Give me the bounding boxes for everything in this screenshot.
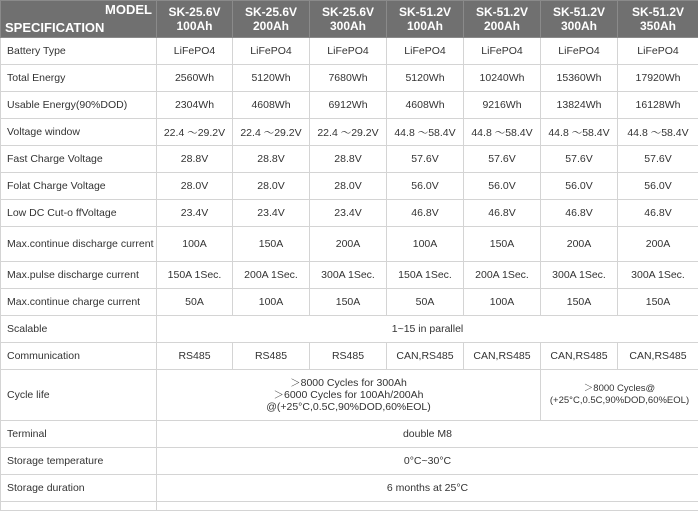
- header-row: [1, 1, 698, 38]
- table-cell: 150A: [618, 289, 698, 316]
- table-cell: 57.6V: [387, 146, 464, 173]
- table-cell: 2560Wh: [157, 65, 233, 92]
- model-capacity: 350Ah: [618, 19, 698, 33]
- row-label: Terminal: [1, 421, 157, 448]
- low-dc-cutoff-voltage-row: [1, 200, 698, 227]
- max-continue-charge-row: [1, 289, 698, 316]
- cycle-life-group-b: [541, 370, 698, 421]
- row-label: Voltage window: [1, 119, 157, 146]
- table-cell: 50A: [157, 289, 233, 316]
- table-cell: 200A: [618, 227, 698, 262]
- model-header-cell: [618, 1, 698, 38]
- fast-charge-voltage-row: [1, 146, 698, 173]
- table-cell: 46.8V: [464, 200, 541, 227]
- row-label: Storage duration: [1, 475, 157, 502]
- row-label: Folat Charge Voltage: [1, 173, 157, 200]
- table-cell: 100A: [233, 289, 310, 316]
- communication-row: [1, 343, 698, 370]
- table-cell: 16128Wh: [618, 92, 698, 119]
- voltage-window-row: [1, 119, 698, 146]
- table-cell: 56.0V: [464, 173, 541, 200]
- row-label: Communication: [1, 343, 157, 370]
- max-pulse-discharge-row: [1, 262, 698, 289]
- table-cell: 150A: [233, 227, 310, 262]
- table-cell: 28.8V: [157, 146, 233, 173]
- scalable-row: [1, 316, 698, 343]
- table-cell: LiFePO4: [157, 38, 233, 65]
- table-cell: RS485: [157, 343, 233, 370]
- row-label: Storage temperature: [1, 448, 157, 475]
- cycle-life-line: (+25°C,0.5C,90%DOD,60%EOL): [543, 395, 696, 407]
- table-cell-merged: double M8: [157, 421, 698, 448]
- truncated-row: [1, 502, 698, 511]
- table-cell: 44.8 ～58.4V: [541, 119, 618, 146]
- table-cell: 4608Wh: [233, 92, 310, 119]
- table-cell-merged: 6 months at 25°C: [157, 475, 698, 502]
- table-cell: 44.8 ～58.4V: [618, 119, 698, 146]
- table-cell: 28.0V: [157, 173, 233, 200]
- model-header-cell: [233, 1, 310, 38]
- cycle-life-line: @(+25°C,0.5C,90%DOD,60%EOL): [159, 401, 538, 413]
- model-capacity: 200Ah: [233, 19, 309, 33]
- model-name: SK-51.2V: [541, 5, 617, 19]
- table-cell: 9216Wh: [464, 92, 541, 119]
- table-cell: 23.4V: [157, 200, 233, 227]
- specification-header-label: SPECIFICATION: [5, 21, 104, 35]
- table-cell: 10240Wh: [464, 65, 541, 92]
- table-cell: CAN,RS485: [464, 343, 541, 370]
- table-cell: 46.8V: [541, 200, 618, 227]
- table-cell: 6912Wh: [310, 92, 387, 119]
- model-name: SK-25.6V: [157, 5, 232, 19]
- table-cell: 300A 1Sec.: [310, 262, 387, 289]
- empty-cell: [157, 502, 698, 511]
- table-cell: 4608Wh: [387, 92, 464, 119]
- table-cell: 57.6V: [464, 146, 541, 173]
- table-cell: 17920Wh: [618, 65, 698, 92]
- table-cell: 28.8V: [310, 146, 387, 173]
- model-name: SK-25.6V: [310, 5, 386, 19]
- model-header-cell: [541, 1, 618, 38]
- table-cell: 56.0V: [387, 173, 464, 200]
- table-cell: 150A: [310, 289, 387, 316]
- cycle-life-group-a: [157, 370, 541, 421]
- row-label: Scalable: [1, 316, 157, 343]
- table-cell: LiFePO4: [233, 38, 310, 65]
- header-corner-cell: [1, 1, 157, 38]
- table-cell: 28.0V: [233, 173, 310, 200]
- table-cell-merged: 1~15 in parallel: [157, 316, 698, 343]
- table-cell: 100A: [157, 227, 233, 262]
- usable-energy-row: [1, 92, 698, 119]
- table-cell: 100A: [387, 227, 464, 262]
- table-cell: 56.0V: [541, 173, 618, 200]
- cycle-life-line: ＞6000 Cycles for 100Ah/200Ah: [159, 389, 538, 401]
- table-cell: CAN,RS485: [541, 343, 618, 370]
- row-label: Low DC Cut-o ffVoltage: [1, 200, 157, 227]
- storage-temperature-row: [1, 448, 698, 475]
- table-cell: 57.6V: [541, 146, 618, 173]
- total-energy-row: [1, 65, 698, 92]
- table-cell: 5120Wh: [233, 65, 310, 92]
- table-cell: 22.4 ～29.2V: [157, 119, 233, 146]
- row-label: Usable Energy(90%DOD): [1, 92, 157, 119]
- table-cell: 150A: [464, 227, 541, 262]
- table-cell: 7680Wh: [310, 65, 387, 92]
- model-name: SK-51.2V: [387, 5, 463, 19]
- table-cell: 150A: [541, 289, 618, 316]
- model-name: SK-25.6V: [233, 5, 309, 19]
- table-cell: 300A 1Sec.: [618, 262, 698, 289]
- row-label: Max.continue charge current: [1, 289, 157, 316]
- table-cell: 50A: [387, 289, 464, 316]
- table-cell: LiFePO4: [464, 38, 541, 65]
- table-cell: 150A 1Sec.: [387, 262, 464, 289]
- table-cell: 2304Wh: [157, 92, 233, 119]
- table-cell: LiFePO4: [310, 38, 387, 65]
- model-header-label: MODEL: [105, 3, 152, 17]
- cycle-life-line: ＞8000 Cycles@: [543, 383, 696, 395]
- model-header-cell: [387, 1, 464, 38]
- table-cell: 13824Wh: [541, 92, 618, 119]
- table-cell: 23.4V: [233, 200, 310, 227]
- model-capacity: 100Ah: [387, 19, 463, 33]
- table-cell: 100A: [464, 289, 541, 316]
- row-label: Fast Charge Voltage: [1, 146, 157, 173]
- table-cell: 200A: [310, 227, 387, 262]
- table-cell: LiFePO4: [387, 38, 464, 65]
- table-cell: 57.6V: [618, 146, 698, 173]
- table-cell: 5120Wh: [387, 65, 464, 92]
- table-cell: RS485: [310, 343, 387, 370]
- terminal-row: [1, 421, 698, 448]
- model-name: SK-51.2V: [618, 5, 698, 19]
- cycle-life-row: [1, 370, 698, 421]
- empty-cell: [1, 502, 157, 511]
- row-label: Max.continue discharge current: [1, 227, 157, 262]
- table-cell: 46.8V: [387, 200, 464, 227]
- model-name: SK-51.2V: [464, 5, 540, 19]
- model-capacity: 200Ah: [464, 19, 540, 33]
- table-cell: 44.8 ～58.4V: [387, 119, 464, 146]
- row-label: Max.pulse discharge current: [1, 262, 157, 289]
- table-cell: 23.4V: [310, 200, 387, 227]
- table-cell: 22.4 ～29.2V: [310, 119, 387, 146]
- row-label: Total Energy: [1, 65, 157, 92]
- table-cell: 28.0V: [310, 173, 387, 200]
- row-label: Cycle life: [1, 370, 157, 421]
- table-cell: 300A 1Sec.: [541, 262, 618, 289]
- max-continue-discharge-row: [1, 227, 698, 262]
- table-cell: RS485: [233, 343, 310, 370]
- table-cell: 15360Wh: [541, 65, 618, 92]
- battery-type-row: [1, 38, 698, 65]
- table-cell: 28.8V: [233, 146, 310, 173]
- table-cell: 200A: [541, 227, 618, 262]
- model-header-cell: [464, 1, 541, 38]
- table-cell: CAN,RS485: [387, 343, 464, 370]
- float-charge-voltage-row: [1, 173, 698, 200]
- cycle-life-line: ＞8000 Cycles for 300Ah: [159, 377, 538, 389]
- table-cell: 44.8 ～58.4V: [464, 119, 541, 146]
- table-cell: 200A 1Sec.: [464, 262, 541, 289]
- model-capacity: 300Ah: [310, 19, 386, 33]
- table-cell: 46.8V: [618, 200, 698, 227]
- table-cell: LiFePO4: [618, 38, 698, 65]
- table-cell-merged: 0°C~30°C: [157, 448, 698, 475]
- table-cell: 200A 1Sec.: [233, 262, 310, 289]
- row-label: Battery Type: [1, 38, 157, 65]
- table-cell: 150A 1Sec.: [157, 262, 233, 289]
- table-cell: 22.4 ～29.2V: [233, 119, 310, 146]
- model-capacity: 100Ah: [157, 19, 232, 33]
- table-cell: CAN,RS485: [618, 343, 698, 370]
- model-header-cell: [310, 1, 387, 38]
- model-capacity: 300Ah: [541, 19, 617, 33]
- table-cell: LiFePO4: [541, 38, 618, 65]
- model-header-cell: [157, 1, 233, 38]
- table-cell: 56.0V: [618, 173, 698, 200]
- storage-duration-row: [1, 475, 698, 502]
